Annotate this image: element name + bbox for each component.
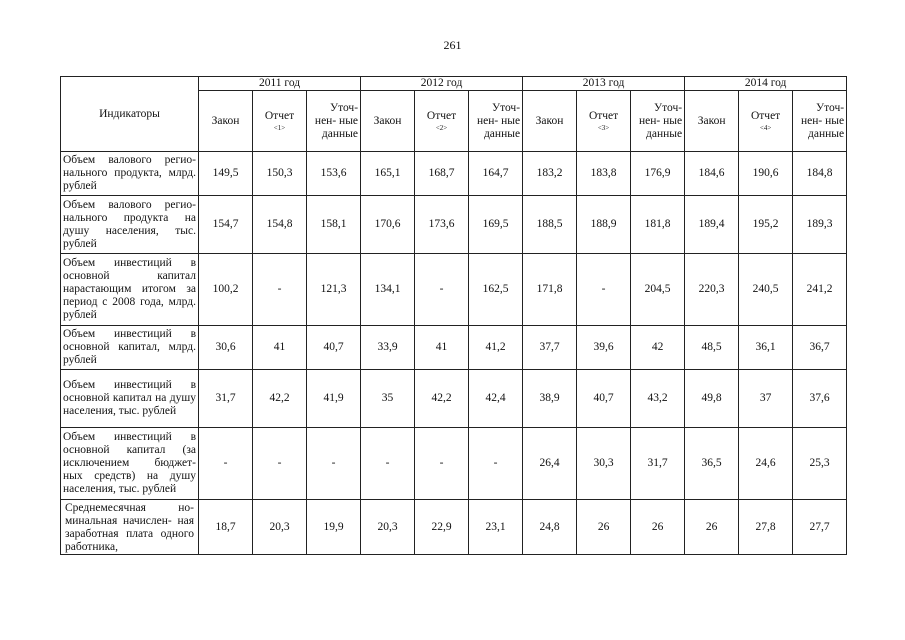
value-cell: 37,7 xyxy=(523,326,577,370)
sub-header-label: Уточ- нен- ные данные xyxy=(476,101,521,140)
table-row xyxy=(61,428,847,500)
value-cell: 38,9 xyxy=(523,370,577,428)
value-cell: 204,5 xyxy=(631,254,685,326)
sub-header-label: Отчет xyxy=(426,110,457,122)
value-cell: 162,5 xyxy=(469,254,523,326)
indicator-name: Объем валового регио- нального продукта на душу населения, тыс. рублей xyxy=(61,196,199,254)
indicator-name: Объем валового регио- нального продукта, млрд. рублей xyxy=(61,152,199,196)
value-cell: 154,8 xyxy=(253,196,307,254)
value-cell: 169,5 xyxy=(469,196,523,254)
value-cell: 164,7 xyxy=(469,152,523,196)
footnote-ref: <4> xyxy=(759,124,772,132)
value-cell: 170,6 xyxy=(361,196,415,254)
value-cell: 24,6 xyxy=(739,428,793,500)
value-cell: 173,6 xyxy=(415,196,469,254)
value-cell: 31,7 xyxy=(631,428,685,500)
year-header: 2012 год xyxy=(361,77,523,91)
value-cell: 176,9 xyxy=(631,152,685,196)
value-cell: - xyxy=(361,428,415,500)
value-cell: 26 xyxy=(685,500,739,555)
year-header-row xyxy=(61,77,847,91)
value-cell: 149,5 xyxy=(199,152,253,196)
value-cell: 36,5 xyxy=(685,428,739,500)
sub-header xyxy=(415,91,469,152)
year-header: 2014 год xyxy=(685,77,847,91)
value-cell: 20,3 xyxy=(361,500,415,555)
value-cell: 22,9 xyxy=(415,500,469,555)
value-cell: 40,7 xyxy=(307,326,361,370)
value-cell: 189,3 xyxy=(793,196,847,254)
value-cell: 171,8 xyxy=(523,254,577,326)
value-cell: 184,6 xyxy=(685,152,739,196)
value-cell: 19,9 xyxy=(307,500,361,555)
value-cell: 37,6 xyxy=(793,370,847,428)
table-row xyxy=(61,254,847,326)
value-cell: 188,9 xyxy=(577,196,631,254)
value-cell: 183,2 xyxy=(523,152,577,196)
sub-header xyxy=(577,91,631,152)
value-cell: 189,4 xyxy=(685,196,739,254)
footnote-ref: <3> xyxy=(597,124,610,132)
value-cell: 42,2 xyxy=(415,370,469,428)
sub-header xyxy=(793,91,847,152)
value-cell: 134,1 xyxy=(361,254,415,326)
sub-header xyxy=(685,91,739,152)
table-row xyxy=(61,152,847,196)
value-cell: - xyxy=(415,254,469,326)
value-cell: 158,1 xyxy=(307,196,361,254)
value-cell: 39,6 xyxy=(577,326,631,370)
value-cell: 181,8 xyxy=(631,196,685,254)
value-cell: 154,7 xyxy=(199,196,253,254)
indicator-name: Объем инвестиций в основной капитал на душу населения, тыс. рублей xyxy=(61,370,199,428)
value-cell: - xyxy=(577,254,631,326)
value-cell: 24,8 xyxy=(523,500,577,555)
value-cell: - xyxy=(253,254,307,326)
sub-header xyxy=(361,91,415,152)
indicator-name: Объем инвестиций в основной капитал, млрд. рублей xyxy=(61,326,199,370)
value-cell: 188,5 xyxy=(523,196,577,254)
indicator-name: Объем инвестиций в основной капитал нарастающим итогом за период с 2008 года, млрд. рублей xyxy=(61,254,199,326)
value-cell: 184,8 xyxy=(793,152,847,196)
value-cell: 26 xyxy=(631,500,685,555)
value-cell: 33,9 xyxy=(361,326,415,370)
sub-header-label: Закон xyxy=(211,114,240,127)
value-cell: 36,1 xyxy=(739,326,793,370)
value-cell: 31,7 xyxy=(199,370,253,428)
value-cell: 183,8 xyxy=(577,152,631,196)
value-cell: 27,8 xyxy=(739,500,793,555)
value-cell: 220,3 xyxy=(685,254,739,326)
indicator-name-text: Среднемесячная но- минальная начислен- ная заработная плата одного работника, xyxy=(65,501,194,553)
value-cell: 37 xyxy=(739,370,793,428)
year-header: 2011 год xyxy=(199,77,361,91)
value-cell: 165,1 xyxy=(361,152,415,196)
sub-header-label: Отчет xyxy=(264,110,295,122)
value-cell: 100,2 xyxy=(199,254,253,326)
sub-header-label: Закон xyxy=(373,114,402,127)
value-cell: 41,9 xyxy=(307,370,361,428)
footnote-ref: <2> xyxy=(435,124,448,132)
sub-header xyxy=(523,91,577,152)
sub-header-label: Отчет xyxy=(750,110,781,122)
value-cell: 40,7 xyxy=(577,370,631,428)
value-cell: 36,7 xyxy=(793,326,847,370)
sub-header xyxy=(253,91,307,152)
value-cell: - xyxy=(307,428,361,500)
sub-header-label: Уточ- нен- ные данные xyxy=(801,101,845,140)
sub-header xyxy=(739,91,793,152)
footnote-ref: <1> xyxy=(273,124,286,132)
value-cell: 42,4 xyxy=(469,370,523,428)
value-cell: 168,7 xyxy=(415,152,469,196)
value-cell: 41 xyxy=(415,326,469,370)
table-body xyxy=(61,152,847,555)
value-cell: 48,5 xyxy=(685,326,739,370)
value-cell: 30,3 xyxy=(577,428,631,500)
value-cell: 41 xyxy=(253,326,307,370)
value-cell: 30,6 xyxy=(199,326,253,370)
year-header: 2013 год xyxy=(523,77,685,91)
value-cell: 41,2 xyxy=(469,326,523,370)
value-cell: - xyxy=(253,428,307,500)
value-cell: - xyxy=(415,428,469,500)
value-cell: - xyxy=(199,428,253,500)
value-cell: 43,2 xyxy=(631,370,685,428)
sub-header-label: Закон xyxy=(535,114,564,127)
value-cell: 190,6 xyxy=(739,152,793,196)
value-cell: 18,7 xyxy=(199,500,253,555)
value-cell: 42 xyxy=(631,326,685,370)
value-cell: 26,4 xyxy=(523,428,577,500)
sub-header-label: Уточ- нен- ные данные xyxy=(314,101,359,140)
value-cell: 240,5 xyxy=(739,254,793,326)
value-cell: 25,3 xyxy=(793,428,847,500)
value-cell: 241,2 xyxy=(793,254,847,326)
value-cell: 121,3 xyxy=(307,254,361,326)
indicator-column-header: Индикаторы xyxy=(61,77,199,152)
sub-header-label: Уточ- нен- ные данные xyxy=(638,101,683,140)
table-row xyxy=(61,326,847,370)
value-cell: 35 xyxy=(361,370,415,428)
table-row xyxy=(61,370,847,428)
sub-header-label: Отчет xyxy=(588,110,619,122)
table-row xyxy=(61,196,847,254)
value-cell: 42,2 xyxy=(253,370,307,428)
indicators-table xyxy=(60,76,847,555)
value-cell: 27,7 xyxy=(793,500,847,555)
value-cell: 23,1 xyxy=(469,500,523,555)
value-cell: 26 xyxy=(577,500,631,555)
sub-header xyxy=(199,91,253,152)
table-row xyxy=(61,500,847,555)
indicator-name xyxy=(61,500,199,555)
sub-header xyxy=(469,91,523,152)
indicator-name: Объем инвестиций в основной капитал (за исключением бюджет- ных средств) на душу населения, тыс. рублей xyxy=(61,428,199,500)
page-number: 261 xyxy=(443,38,462,52)
value-cell: 150,3 xyxy=(253,152,307,196)
sub-header-label: Закон xyxy=(697,114,726,127)
sub-header xyxy=(631,91,685,152)
value-cell: 49,8 xyxy=(685,370,739,428)
value-cell: - xyxy=(469,428,523,500)
value-cell: 20,3 xyxy=(253,500,307,555)
value-cell: 153,6 xyxy=(307,152,361,196)
value-cell: 195,2 xyxy=(739,196,793,254)
sub-header xyxy=(307,91,361,152)
